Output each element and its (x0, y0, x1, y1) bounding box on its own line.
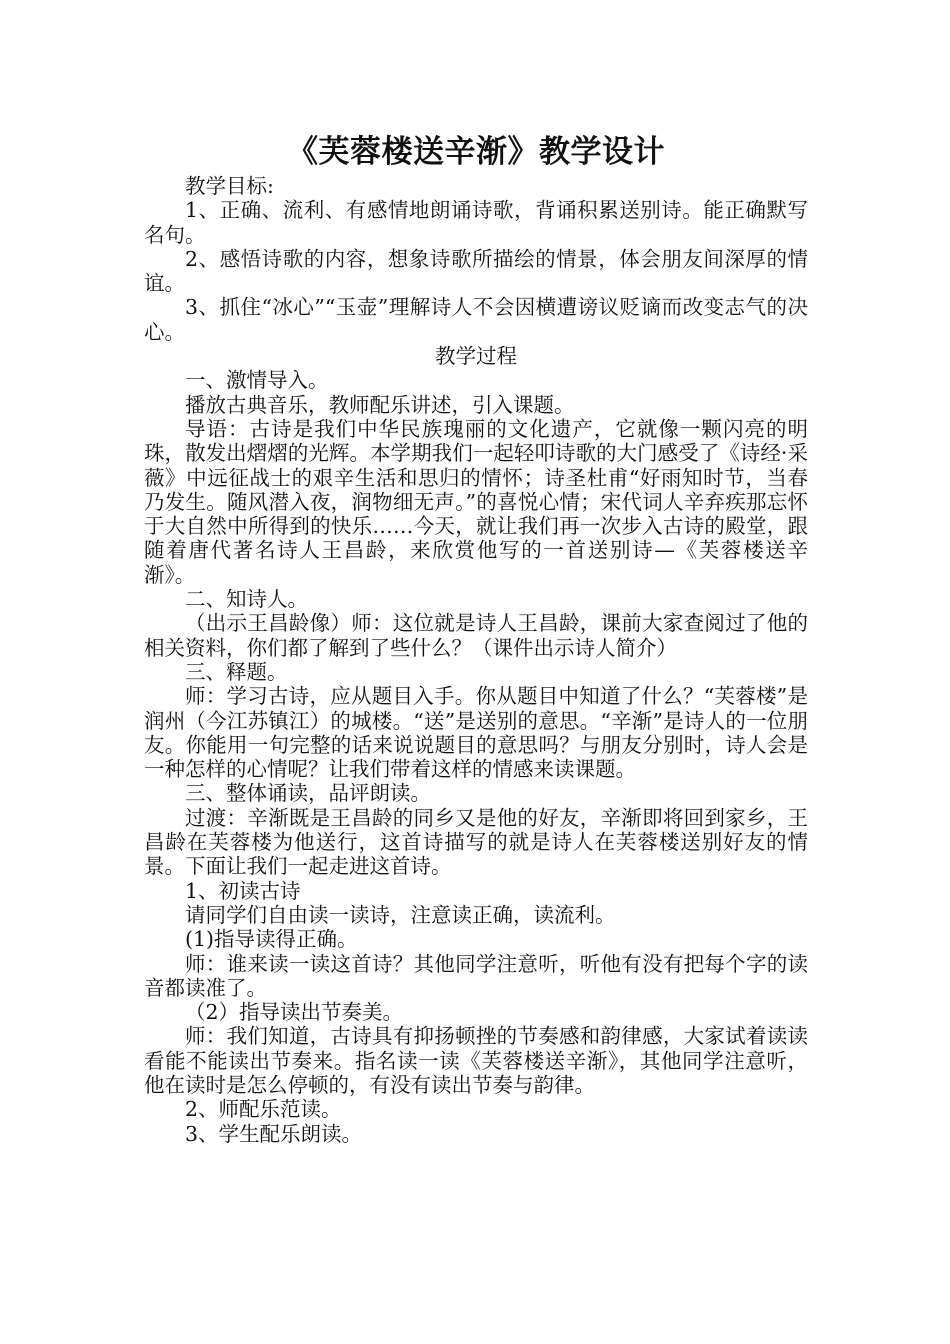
step-heading-3: 三、释题。 (185, 659, 288, 684)
sub-heading: （2）指导读出节奏美。 (185, 1000, 404, 1025)
objective-2: 2、感悟诗歌的内容，想象诗歌所描绘的情景，体会朋友间深厚的情谊。 (144, 246, 808, 296)
sub-heading: 1、初读古诗 (185, 878, 301, 903)
sub-heading: (1)指导读得正确。 (185, 927, 358, 952)
document-title: 《芙蓉楼送辛渐》教学设计 (287, 134, 665, 170)
paragraph: 请同学们自由读一读诗，注意读正确，读流利。 (185, 902, 616, 927)
paragraph: 师：谁来读一读这首诗？其他同学注意听，听他有没有把每个字的读音都读准了。 (144, 951, 808, 1000)
objective-3: 3、抓住“冰心”“玉壶”理解诗人不会因横遭谤议贬谪而改变志气的决心。 (144, 295, 808, 344)
sub-heading: 2、师配乐范读。 (185, 1097, 342, 1122)
objective-1: 1、正确、流利、有感情地朗诵诗歌，背诵积累送别诗。能正确默写名句。 (144, 198, 808, 247)
step-heading-2: 二、知诗人。 (185, 587, 308, 612)
step-heading-1: 一、激情导入。 (185, 368, 329, 393)
sub-heading: 3、学生配乐朗读。 (185, 1121, 363, 1146)
document-page (144, 132, 808, 1146)
step-heading-4: 三、整体诵读，品评朗读。 (185, 781, 431, 806)
paragraph: （出示王昌龄像）师：这位就是诗人王昌龄，课前大家查阅过了他的相关资料，你们都了解到了些什么？（课件出示诗人简介） (144, 611, 808, 660)
section-heading-objectives: 教学目标: (185, 174, 274, 198)
section-heading-process: 教学过程 (435, 344, 517, 369)
paragraph: 播放古典音乐，教师配乐讲述，引入课题。 (185, 392, 575, 417)
paragraph-intro: 导语：古诗是我们中华民族瑰丽的文化遗产，它就像一颗闪亮的明珠，散发出熠熠的光辉。本学期我们一起轻叩诗歌的大门感受了《诗经·采薇》中远征战士的艰辛生活和思归的情怀；诗圣杜甫“好雨知时节，当春乃发生。随风潜入夜，润物细无声。”的喜悦心情；宋代词人辛弃疾那忘怀于大自然中所得到的快乐……今天，就让我们再一次步入古诗的殿堂，跟随着唐代著名诗人王昌龄，来欣赏他写的一首送别诗—《芙蓉楼送辛渐》。 (144, 416, 808, 587)
paragraph: 师：学习古诗，应从题目入手。你从题目中知道了什么？“芙蓉楼”是润州（今江苏镇江）的城楼。“送”是送别的意思。“辛渐”是诗人的一位朋友。你能用一句完整的话来说说题目的意思吗？与朋友分别时，诗人会是一种怎样的心情呢？让我们带着这样的情感来读课题。 (144, 684, 808, 782)
paragraph: 过渡：辛渐既是王昌龄的同乡又是他的好友，辛渐即将回到家乡，王昌龄在芙蓉楼为他送行，这首诗描写的就是诗人在芙蓉楼送别好友的情景。下面让我们一起走进这首诗。 (144, 805, 808, 879)
paragraph: 师：我们知道，古诗具有抑扬顿挫的节奏感和韵律感，大家试着读读看能不能读出节奏来。指名读一读《芙蓉楼送辛渐》，其他同学注意听，他在读时是怎么停顿的，有没有读出节奏与韵律。 (144, 1024, 808, 1097)
